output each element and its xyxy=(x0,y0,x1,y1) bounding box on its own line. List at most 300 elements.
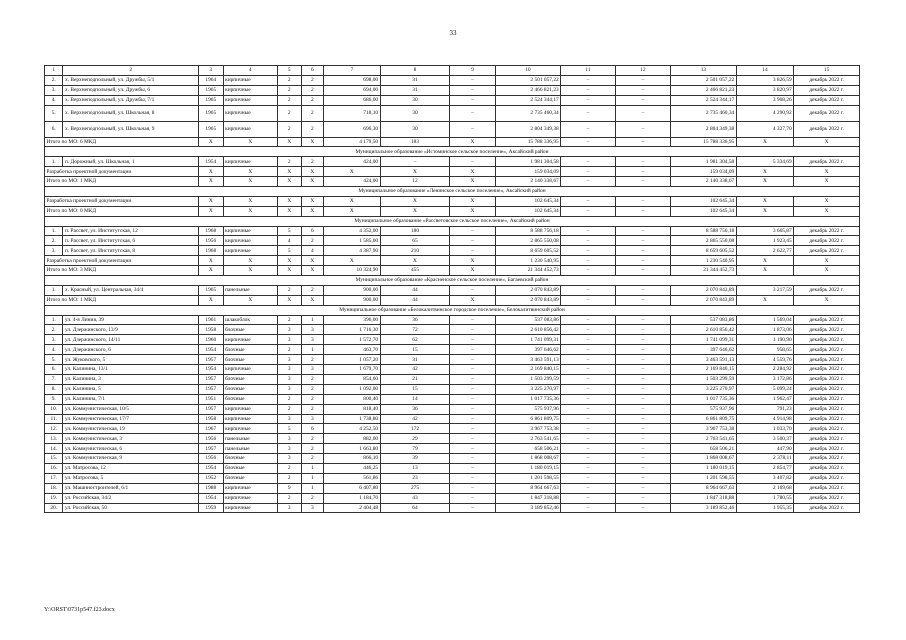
column-number-cell: 14 xyxy=(736,66,793,76)
table-cell: ул. Коммунистическая, 9 xyxy=(63,454,198,464)
table-cell: – xyxy=(450,121,495,137)
table-cell: ул. Матросова, 12 xyxy=(63,463,198,473)
table-cell: 8 964 667,63 xyxy=(495,483,561,493)
table-cell: кирпичные xyxy=(223,424,277,434)
summary-cell: X xyxy=(198,167,223,177)
table-column-numbers-row xyxy=(45,66,860,76)
table-cell: 1960 xyxy=(198,335,223,345)
summary-cell: X xyxy=(301,167,324,177)
table-cell: 3 908,26 xyxy=(736,95,793,105)
table-cell: 42 xyxy=(380,365,450,375)
table-cell: 9 xyxy=(277,483,301,493)
summary-cell: X xyxy=(277,206,301,216)
table-cell: блочные xyxy=(223,325,277,335)
table-cell: 5 099,24 xyxy=(736,384,793,394)
table-cell: декабрь 2022 г. xyxy=(794,434,860,444)
table-cell: декабрь 2022 г. xyxy=(794,374,860,384)
table-cell: 1956 xyxy=(198,454,223,464)
table-cell: – xyxy=(450,75,495,85)
table-cell: – xyxy=(561,454,615,464)
table-cell: 2 284,92 xyxy=(736,365,793,375)
summary-cell: X xyxy=(198,196,223,206)
summary-cell: 102 645,34 xyxy=(671,196,737,206)
summary-cell: 2 070 843,89 xyxy=(495,295,561,305)
table-cell: – xyxy=(615,85,670,95)
table-cell: – xyxy=(561,483,615,493)
table-cell: – xyxy=(450,463,495,473)
table-cell: 2 169,68 xyxy=(736,483,793,493)
table-cell: 4 290,92 xyxy=(736,105,793,121)
table-cell: 2 xyxy=(277,463,301,473)
table-cell: 1 569,04 xyxy=(736,315,793,325)
table-cell: 1965 xyxy=(198,105,223,121)
summary-cell: X xyxy=(198,177,223,187)
table-cell: 65 xyxy=(380,236,450,246)
summary-label: Итого по МО: 0 МКД xyxy=(45,206,199,216)
table-cell: 14 xyxy=(380,394,450,404)
summary-row xyxy=(45,177,860,187)
table-cell: – xyxy=(615,463,670,473)
table-cell: 1 847 318,88 xyxy=(671,493,737,503)
table-row xyxy=(45,315,860,325)
summary-cell: 1 230 540,95 xyxy=(671,256,737,266)
table-cell: – xyxy=(561,325,615,335)
table-cell: кирпичные xyxy=(223,503,277,513)
table-cell: 1 741 099,31 xyxy=(671,335,737,345)
table-cell: – xyxy=(450,315,495,325)
column-number-cell: 2 xyxy=(63,66,198,76)
table-cell: 2 xyxy=(301,121,324,137)
table-cell: 698,00 xyxy=(324,75,380,85)
table-cell: 43 xyxy=(380,493,450,503)
table-cell: декабрь 2022 г. xyxy=(794,345,860,355)
summary-label: Разработка проектной документации xyxy=(45,167,199,177)
summary-cell: X xyxy=(277,256,301,266)
summary-cell: 4 179,50 xyxy=(324,137,380,147)
table-cell: – xyxy=(450,394,495,404)
table-cell: декабрь 2022 г. xyxy=(794,365,860,375)
summary-cell: X xyxy=(736,256,793,266)
table-cell: ул. Коммунистическая, 10/5 xyxy=(63,404,198,414)
table-cell: 3 xyxy=(277,414,301,424)
summary-cell: X xyxy=(380,167,450,177)
table-row xyxy=(45,345,860,355)
table-row xyxy=(45,424,860,434)
table-cell: 463,70 xyxy=(324,345,380,355)
table-cell: – xyxy=(561,315,615,325)
summary-cell: X xyxy=(450,196,495,206)
table-cell: 1 868 008,67 xyxy=(495,454,561,464)
table-cell: – xyxy=(561,444,615,454)
table-cell: 3 xyxy=(277,325,301,335)
table-row xyxy=(45,75,860,85)
table-cell: п. Рассвет, ул. Институтская, 12 xyxy=(63,226,198,236)
table-cell: 1 503 299,59 xyxy=(671,374,737,384)
table-cell: – xyxy=(615,157,670,167)
table-cell: декабрь 2022 г. xyxy=(794,493,860,503)
table-cell: х. Верхнеподпольный, ул. Дружбы, 7/1 xyxy=(63,95,198,105)
summary-row xyxy=(45,137,860,147)
table-cell: 2 xyxy=(301,384,324,394)
summary-cell: X xyxy=(277,167,301,177)
table-cell: 31 xyxy=(380,355,450,365)
table-cell: 1965 xyxy=(198,95,223,105)
table-cell: 424,00 xyxy=(324,157,380,167)
table-cell: 3 826,59 xyxy=(736,75,793,85)
table-cell: ул. Российская, 50 xyxy=(63,503,198,513)
column-number-cell: 11 xyxy=(561,66,615,76)
table-cell: 2 404,48 xyxy=(324,503,380,513)
summary-label: Итого по МО: 3 МКД xyxy=(45,266,199,276)
table-cell: – xyxy=(561,157,615,167)
table-cell: 2 763 541,65 xyxy=(671,434,737,444)
table-cell: 1959 xyxy=(198,503,223,513)
table-cell: – xyxy=(615,414,670,424)
table-cell: 1 201 598,55 xyxy=(495,473,561,483)
column-number-cell: 1 xyxy=(45,66,63,76)
table-cell: 1 201 598,55 xyxy=(671,473,737,483)
table-cell: 1954 xyxy=(198,157,223,167)
table-cell: 1 585,00 xyxy=(324,236,380,246)
table-cell: блочные xyxy=(223,384,277,394)
table-cell: 854,60 xyxy=(324,374,380,384)
table-cell: 42 xyxy=(380,414,450,424)
table-cell: 44 xyxy=(380,285,450,295)
summary-cell: X xyxy=(223,256,277,266)
table-cell: – xyxy=(561,384,615,394)
table-cell: п. Дорожный, ул. Школьная, 1 xyxy=(63,157,198,167)
table-cell: 1 033,70 xyxy=(736,424,793,434)
table-cell: 800,40 xyxy=(324,394,380,404)
table-cell: 3 967 753,38 xyxy=(495,424,561,434)
table-cell: кирпичные xyxy=(223,95,277,105)
summary-cell: 15 788 336,95 xyxy=(671,137,737,147)
table-cell: – xyxy=(615,434,670,444)
table-cell: 447,90 xyxy=(736,444,793,454)
table-cell: – xyxy=(561,246,615,256)
section-header-row xyxy=(45,305,860,315)
table-cell: – xyxy=(561,434,615,444)
table-cell: 2 854,77 xyxy=(736,463,793,473)
table-cell: 3 xyxy=(277,365,301,375)
table-cell: 4. xyxy=(45,95,63,105)
summary-cell: X xyxy=(301,137,324,147)
table-cell: 2 xyxy=(277,105,301,121)
column-number-cell: 9 xyxy=(450,66,495,76)
table-cell: 64 xyxy=(380,503,450,513)
table-cell: декабрь 2022 г. xyxy=(794,246,860,256)
summary-row xyxy=(45,167,860,177)
summary-cell: X xyxy=(277,177,301,187)
table-cell: – xyxy=(450,483,495,493)
section-title: Муниципальное образование «Белокалитвинское городское поселение», Белокалитвинский район xyxy=(45,305,860,315)
column-number-cell: 8 xyxy=(380,66,450,76)
table-cell: ул. Дзержинского, 6 xyxy=(63,345,198,355)
table-cell: 1956 xyxy=(198,434,223,444)
table-cell: 1 780,55 xyxy=(736,493,793,503)
table-cell: 1951 xyxy=(198,394,223,404)
table-cell: – xyxy=(561,355,615,365)
table-cell: – xyxy=(615,483,670,493)
table-cell: декабрь 2022 г. xyxy=(794,394,860,404)
table-cell: кирпичные xyxy=(223,404,277,414)
table-cell: 2 804 349,38 xyxy=(495,121,561,137)
table-cell: 6. xyxy=(45,121,63,137)
table-row xyxy=(45,394,860,404)
table-cell: кирпичные xyxy=(223,121,277,137)
table-cell: 1958 xyxy=(198,325,223,335)
table-cell: 29 xyxy=(380,434,450,444)
table-cell: 3 xyxy=(277,444,301,454)
table-cell: декабрь 2022 г. xyxy=(794,483,860,493)
table-cell: 2 xyxy=(301,434,324,444)
table-cell: декабрь 2022 г. xyxy=(794,85,860,95)
table-cell: 1 xyxy=(301,345,324,355)
table-cell: – xyxy=(615,95,670,105)
table-cell: 1 572,70 xyxy=(324,335,380,345)
table-cell: х. Верхнеподпольный, ул. Школьная, 8 xyxy=(63,105,198,121)
table-row xyxy=(45,384,860,394)
table-cell: декабрь 2022 г. xyxy=(794,463,860,473)
table-cell: 575 937,96 xyxy=(671,404,737,414)
table-cell: 12. xyxy=(45,424,63,434)
table-cell: 4 559,76 xyxy=(736,355,793,365)
table-cell: 2 622,77 xyxy=(736,246,793,256)
document-file-path: Y:\ORST\0731p547.f23.docx xyxy=(44,607,115,613)
table-cell: 718,10 xyxy=(324,105,380,121)
table-row xyxy=(45,454,860,464)
summary-cell: X xyxy=(794,137,860,147)
summary-cell: X xyxy=(450,206,495,216)
summary-cell: X xyxy=(450,177,495,187)
table-cell: 1. xyxy=(45,157,63,167)
table-cell: 72 xyxy=(380,325,450,335)
table-cell: блочные xyxy=(223,374,277,384)
table-cell: х. Верхнеподпольный, ул. Дружбы, 6 xyxy=(63,85,198,95)
table-cell: 79 xyxy=(380,444,450,454)
summary-cell: 183 xyxy=(380,137,450,147)
table-cell: 39 xyxy=(380,454,450,464)
table-cell: 1 981 304,58 xyxy=(495,157,561,167)
table-row xyxy=(45,444,860,454)
table-cell: – xyxy=(561,285,615,295)
column-number-cell: 6 xyxy=(301,66,324,76)
column-number-cell: 3 xyxy=(198,66,223,76)
table-cell: кирпичные xyxy=(223,483,277,493)
table-cell: – xyxy=(450,325,495,335)
table-cell: 31 xyxy=(380,75,450,85)
table-cell: 7. xyxy=(45,374,63,384)
summary-row xyxy=(45,295,860,305)
table-cell: декабрь 2022 г. xyxy=(794,95,860,105)
table-cell: 2 xyxy=(277,493,301,503)
table-cell: 8. xyxy=(45,384,63,394)
table-cell: 2 169 840,15 xyxy=(495,365,561,375)
table-cell: – xyxy=(615,394,670,404)
table-cell: 958,65 xyxy=(736,345,793,355)
summary-cell: – xyxy=(561,177,615,187)
table-cell: – xyxy=(450,374,495,384)
table-cell: 791,23 xyxy=(736,404,793,414)
table-cell: 818,40 xyxy=(324,404,380,414)
table-row xyxy=(45,503,860,513)
table-cell: – xyxy=(561,236,615,246)
table-row xyxy=(45,493,860,503)
table-cell: – xyxy=(615,365,670,375)
column-number-cell: 15 xyxy=(794,66,860,76)
table-cell: 2 xyxy=(301,85,324,95)
table-cell: 446,25 xyxy=(324,463,380,473)
summary-cell: – xyxy=(561,196,615,206)
table-cell: 15. xyxy=(45,454,63,464)
summary-cell: 159 034,09 xyxy=(671,167,737,177)
table-cell: – xyxy=(615,335,670,345)
table-cell: 882,00 xyxy=(324,434,380,444)
table-row xyxy=(45,236,860,246)
section-header-row xyxy=(45,216,860,226)
table-cell: 1957 xyxy=(198,384,223,394)
table-cell: 686,00 xyxy=(324,95,380,105)
table-cell: – xyxy=(561,493,615,503)
summary-cell: 21 344 452,73 xyxy=(495,266,561,276)
summary-cell: 10 324,90 xyxy=(324,266,380,276)
table-row xyxy=(45,374,860,384)
summary-cell: – xyxy=(561,137,615,147)
table-cell: 2. xyxy=(45,325,63,335)
table-cell: 62 xyxy=(380,335,450,345)
table-cell: 1 873,06 xyxy=(736,325,793,335)
table-cell: 11. xyxy=(45,414,63,424)
table-cell: – xyxy=(380,157,450,167)
table-cell: 3 217,59 xyxy=(736,285,793,295)
table-cell: 5. xyxy=(45,105,63,121)
summary-cell: 900,00 xyxy=(324,295,380,305)
summary-cell: X xyxy=(380,256,450,266)
table-cell: 1964 xyxy=(198,75,223,85)
table-cell: – xyxy=(615,121,670,137)
table-cell: 3 xyxy=(301,335,324,345)
table-cell: – xyxy=(450,434,495,444)
table-cell: 1968 xyxy=(198,226,223,236)
table-cell: 3. xyxy=(45,85,63,95)
table-cell: 2. xyxy=(45,236,63,246)
table-cell: кирпичные xyxy=(223,236,277,246)
summary-cell: X xyxy=(380,206,450,216)
summary-cell: 15 788 336,95 xyxy=(495,137,561,147)
table-cell: – xyxy=(561,414,615,424)
table-cell: 1988 xyxy=(198,483,223,493)
table-cell: 275 xyxy=(380,483,450,493)
table-cell: декабрь 2022 г. xyxy=(794,236,860,246)
summary-cell: X xyxy=(198,266,223,276)
table-cell: 866,10 xyxy=(324,454,380,464)
table-cell: 1954 xyxy=(198,493,223,503)
table-cell: 4. xyxy=(45,345,63,355)
table-cell: 3 500,37 xyxy=(736,434,793,444)
table-cell: 4 xyxy=(277,236,301,246)
table-cell: ул. Коммунистическая, 3 xyxy=(63,434,198,444)
table-cell: 2 xyxy=(301,95,324,105)
table-cell: 2 xyxy=(277,285,301,295)
table-row xyxy=(45,404,860,414)
table-cell: 19. xyxy=(45,493,63,503)
table-cell: – xyxy=(561,463,615,473)
summary-row xyxy=(45,266,860,276)
table-cell: 1 955,35 xyxy=(736,503,793,513)
table-cell: 1965 xyxy=(198,121,223,137)
table-cell: 36 xyxy=(380,315,450,325)
table-cell: 2 735 460,34 xyxy=(671,105,737,121)
summary-cell: X xyxy=(380,196,450,206)
table-row xyxy=(45,355,860,365)
table-cell: 1 716,30 xyxy=(324,325,380,335)
table-cell: 5 xyxy=(277,246,301,256)
summary-cell: X xyxy=(324,196,380,206)
table-cell: блочные xyxy=(223,394,277,404)
table-cell: 561,86 xyxy=(324,473,380,483)
summary-cell: X xyxy=(223,196,277,206)
table-cell: декабрь 2022 г. xyxy=(794,424,860,434)
summary-cell: X xyxy=(794,266,860,276)
table-cell: 2 735 460,34 xyxy=(495,105,561,121)
summary-cell: X xyxy=(198,256,223,266)
table-cell: 2 xyxy=(301,75,324,85)
summary-cell: 2 140 338,67 xyxy=(495,177,561,187)
table-cell: – xyxy=(561,374,615,384)
table-cell: ул. Дзержинского, 13/9 xyxy=(63,325,198,335)
summary-cell: – xyxy=(561,167,615,177)
table-cell: – xyxy=(450,473,495,483)
table-row xyxy=(45,335,860,345)
summary-cell: – xyxy=(615,167,670,177)
summary-cell: X xyxy=(301,295,324,305)
table-cell: 3 xyxy=(277,434,301,444)
table-cell: 397 646,62 xyxy=(495,345,561,355)
table-row xyxy=(45,226,860,236)
table-cell: – xyxy=(615,374,670,384)
table-cell: – xyxy=(615,454,670,464)
column-number-cell: 12 xyxy=(615,66,670,76)
table-cell: – xyxy=(561,121,615,137)
table-cell: декабрь 2022 г. xyxy=(794,226,860,236)
table-cell: 6 861 809,75 xyxy=(495,414,561,424)
table-cell: 3 xyxy=(277,374,301,384)
table-cell: кирпичные xyxy=(223,414,277,424)
summary-cell: 1 230 540,95 xyxy=(495,256,561,266)
table-cell: 18. xyxy=(45,483,63,493)
table-cell: 180 xyxy=(380,226,450,236)
table-cell: 694,00 xyxy=(324,85,380,95)
table-cell: декабрь 2022 г. xyxy=(794,444,860,454)
summary-cell: X xyxy=(736,196,793,206)
table-cell: блочные xyxy=(223,345,277,355)
summary-cell: – xyxy=(615,137,670,147)
table-cell: 3 463 591,13 xyxy=(671,355,737,365)
table-cell: 3 172,86 xyxy=(736,374,793,384)
table-cell: декабрь 2022 г. xyxy=(794,105,860,121)
table-cell: ул. Жуковского, 5 xyxy=(63,355,198,365)
table-cell: – xyxy=(561,503,615,513)
table-cell: 3 xyxy=(277,384,301,394)
table-cell: 1 184,70 xyxy=(324,493,380,503)
table-cell: 900,00 xyxy=(324,285,380,295)
table-cell: 2 xyxy=(301,285,324,295)
summary-cell: – xyxy=(615,295,670,305)
table-cell: – xyxy=(615,503,670,513)
table-cell: декабрь 2022 г. xyxy=(794,414,860,424)
table-cell: 15 xyxy=(380,384,450,394)
table-cell: кирпичные xyxy=(223,365,277,375)
